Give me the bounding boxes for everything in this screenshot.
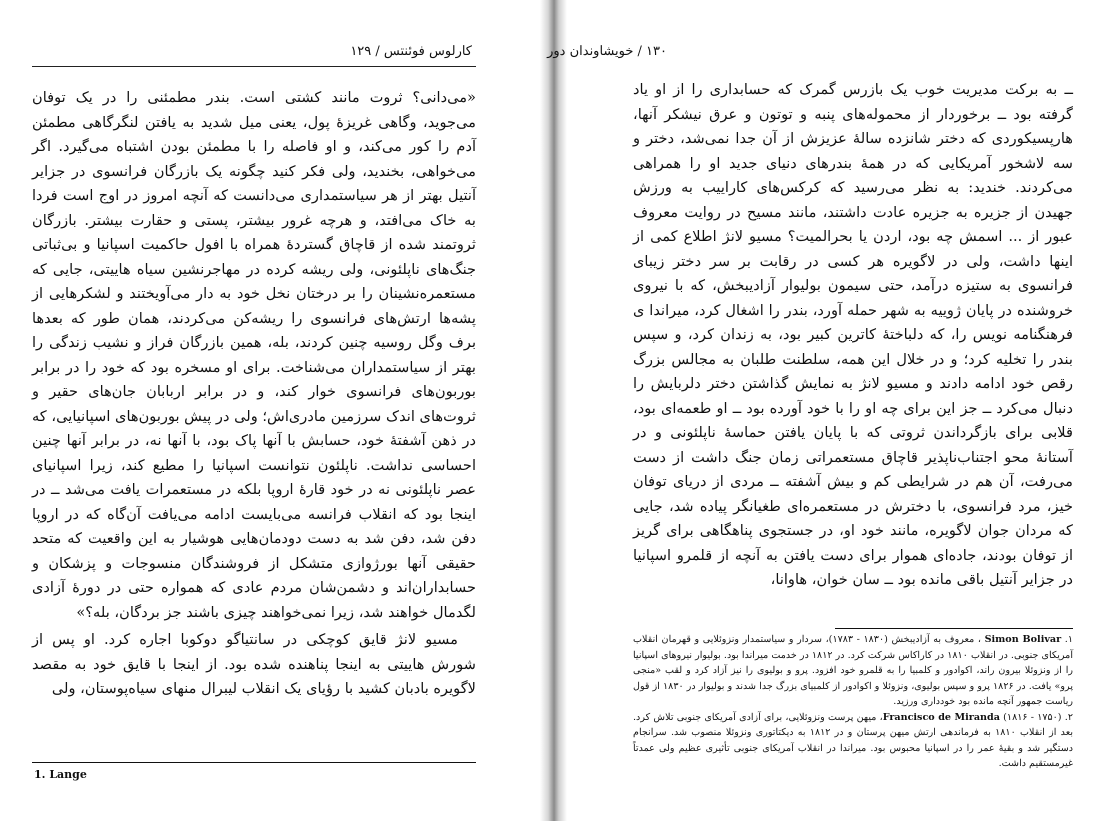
paragraph: مسیو لانژ قایق کوچکی در سانتیاگو دوکوبا اجاره کرد. او پس از شورش هاییتی به اینجا پناهنده شده بود. از اینجا با قایق خود به مقصد لاگویره بادبان کشید با رؤیای یک انقلاب لیبرال منهای سیاه‌پوستان، ولی <box>32 631 476 697</box>
footnote-latin-name: Francisco de Miranda <box>882 711 1000 723</box>
right-page <box>547 0 1107 821</box>
footnote-text: ، معروف به آزادیبخش (۱۸۳۰ - ۱۷۸۳)، سردار و سیاستمدار ونزوئلایی و قهرمان انقلاب آمریکای جنوبی. در انقلاب ۱۸۱۰ در کاراکاس شرکت کرد. در ۱۸۱۲ در خدمت میراندا بود. بولیوار نیروهای اسپانیا را از ونزوئلا بیرون راند، اکوادور و کلمبیا را به قلمرو خود افزود. پرو و بولیوی را نیز آزاد کرد و لقب «منجی پرو» یافت. در ۱۸۲۶ پرو و سپس بولیوی، ونزوئلا و اکوادور از کلمبیای بزرگ جدا شدند و بولیوار در ۱۸۳۰ از قول ریاست جمهور آنچه مانده بود خودداری ورزید. <box>633 634 1073 707</box>
page-header: کارلوس فوئنتس / ۱۲۹ <box>350 44 472 59</box>
footnotes <box>633 632 1073 812</box>
header-rule <box>32 66 476 67</box>
body-text <box>32 86 476 754</box>
left-page <box>0 0 540 821</box>
footnote-item <box>633 632 1073 710</box>
paragraph: ــ به برکت مدیریت خوب یک بازرس گمرک که حسابداری را از او یاد گرفته بود ــ برخوردار از محموله‌های پنبه و توتون و عرق نیشکر آنها، هارپسیکوردی که دختر شانزده سالهٔ عزیزش از آن جدا نمی‌شد، دختر و سه لاشخور آمریکایی که در همهٔ بندرهای دنیای جدید او را همراهی می‌کردند. خندید: به نظر می‌رسید که کرکس‌های کاراییب به ورزش جهیدن از جزیره به جزیره عادت داشتند، مانند مسیح در روایت معروف عبور از ... اسمش چه بود، اردن یا بحرالمیت؟ مسیو لانژ اطلاع کمی از اینها داشت، ولی در لاگویره هر کسی در رقابت بر سر دختر زیبای فرانسوی به ستیزه درآمد، حتی سیمون بولیوار آزادیبخش، که با نیروی خروشنده در پایان ژوییه به شهر حمله آورد، بندر را اشغال کرد، میراندا ی فرهنگنامه نویس را، که دلباختهٔ کاترین کبیر بود، به زندان کرد، و سپس بندر را تخلیه کرد؛ و در خلال این همه، سلطنت طلبان به مجالس بزرگ رقص خود ادامه دادند و مسیو لانژ به نمایش گذاشتن دختر دلربایش را دنبال می‌کرد ــ جز این برای چه او را با خود آورده بود ــ او طعمه‌ای بود، قلابی برای بازگرداندن ثروتی که با پایان یافتن حماسهٔ ناپلئونی و در آستانهٔ محو اجتناب‌ناپذیر قاچاق مستعمراتی زمان جنگ داشت از دست می‌رفت، آن هم در شرایطی کم و بیش آشفته ــ مردی از دریای توفان خیز، مرد فرانسوی، با دخترش در مستعمره‌ای طغیانگر پیاده شد، جایی که مردان جوان لاگویره، مانند خود او، در جستجوی پناهگاهی برای گریز از توفان بودند، جاده‌ای هموار برای دست یافتن به آنچه از قلمرو اسپانیا در جزایر آنتیل باقی مانده بود ــ سان خوان، هاوانا، <box>633 81 1073 588</box>
body-text <box>633 78 1073 624</box>
footnote-number: ۲. <box>1064 711 1073 723</box>
book-gutter <box>540 0 567 821</box>
footnote-latin-name: Simon Bolivar <box>984 634 1062 645</box>
footnote-rule <box>32 762 476 763</box>
footnote-number: ۱. <box>1064 634 1074 645</box>
footnote-text: (۱۸۱۶ - ۱۷۵۰)، میهن پرست ونزوئلایی، برای آزادی آمریکای جنوبی تلاش کرد. بعد از انقلاب ۱۸۱۰ به فرماندهی ارتش میهن پرستان و در ۱۸۱۲ به دیکتاتوری ونزوئلا منصوب شد. سرانجام دستگیر شد و بقیهٔ عمر را در اسپانیا محبوس بود. میراندا در انقلاب آمریکای جنوبی تأثیری عظیم ولی عمدتاً غیرمستقیم داشت. <box>633 711 1073 769</box>
footnote-item <box>633 710 1073 772</box>
footnote-rule <box>835 628 1073 629</box>
page-header: ۱۳۰ / خویشاوندان دور <box>547 44 667 59</box>
paragraph: «می‌دانی؟ ثروت مانند کشتی است. بندر مطمئنی را در یک توفان می‌جوید، وگاهی غریزهٔ پول، یعنی میل شدید به یافتن لنگرگاهی مطمئن آدم را کور می‌کند، و او فاصله را با مطمئن بودن اشتباه می‌گیرد. اگر می‌خواهی، بخندید، ولی فکر کنید چگونه یک بازرگان فرانسوی در جزایر آنتیل بهتر از هر سیاستمداری می‌دانست که آنچه امروز در اوج است فردا به خاک می‌افتد، و هرچه غرور بیشتر، پستی و حقارت بیشتر. بازرگان ثروتمند شده از قاچاق گستردهٔ همراه با افول حاکمیت اسپانیا و بی‌ثباتی جنگ‌های ناپلئونی، ولی ریشه کرده در مهاجرنشین سیاه هاییتی، جایی که مستعمره‌نشینان را بر درختان نخل خود به دار می‌آویختند و لشکرهایی از پشه‌ها ارتش‌های فرانسوی را ریشه‌کن می‌کردند، همان طور که بعدها برف وگل روسیه چنین کردند، بله، همین بازرگان فراز و نشیب زندگی را بهتر از سیاستمداران می‌شناخت. برای او مسخره بود که خود را در برابر بوربون‌های فرانسوی خوار کند، و در برابر اربابان جان‌های حقیر و ثروت‌های اندک سرزمین مادری‌اش؛ ولی در پیش بوربون‌های اسپانیایی، که در ذهن آشفتهٔ خود، حسابش با آنها پاک بود، با آنها نه، در برابر آنها چنین احساسی نداشت. ناپلئون نتوانست اسپانیا را مطیع کند، زیرا اسپانیای عصر ناپلئونی نه در خود قارهٔ اروپا بلکه در مستعمرات یافت می‌شد ــ در اینجا بود که انقلاب فرانسه می‌بایست ادامه می‌یافت آن‌گاه که در اروپا دفن شد، دفن شد به دست دودمان‌هایی هوشیار به این واقعیت که متحد حقیقی آنها بورژوازی متشکل از فروشندگان منسوجات و پزشکان و حسابداران‌اند و دشمن‌شان مردم عادی که همواره حتی در دورهٔ آزادی لگدمال خواهند شد، زیرا نمی‌خواهند چیزی باشند جز بردگان، بله؟» <box>31 89 476 621</box>
footnote-lange: 1. Lange <box>34 768 87 781</box>
